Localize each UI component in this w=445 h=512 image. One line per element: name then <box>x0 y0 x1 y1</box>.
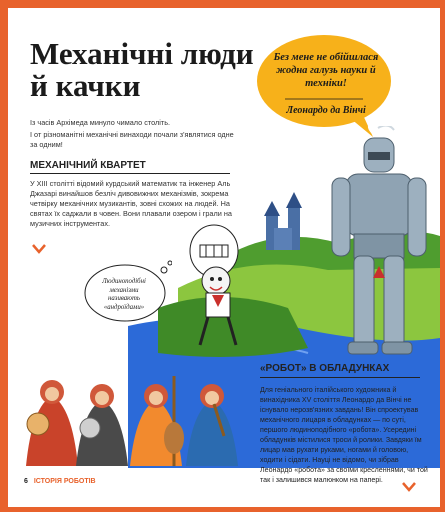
section-name: ІСТОРІЯ РОБОТІВ <box>33 478 96 485</box>
musicians-illustration <box>18 366 258 476</box>
page-title: Механічні люди й качки <box>30 36 254 103</box>
bubble-quote: Без мене не обійшлася жодна галузь науки й техніки! <box>273 52 379 89</box>
intro-text <box>30 118 236 152</box>
robot-heading: «РОБОТ» В ОБЛАДУНКАХ <box>260 363 390 374</box>
robot-text: Для геніального італійського художника й винахідника XV століття Леонардо да Вінчі не існувало нерозв'язних завдань! Він спроектував механічного лицаря в обладунках — по суті, першого людиноподібного «робота». Усередині обладунків містилися троси й ролики. Завдяки їм лицар мав рухати руками, ногами й головою, ходити і сідати. Науці не відомо, чи зібрав Леонардо «робота» за своїми кресленнями, чи той так і залишився малюнком на папері. <box>260 386 428 484</box>
chevron-down-icon <box>402 482 416 492</box>
castle-icon <box>264 192 302 250</box>
divider <box>30 173 230 174</box>
intro-line-1: Із часів Архімеда минуло чимало століть. <box>30 118 171 127</box>
cartoon-boy-icon <box>186 223 256 353</box>
quartet-text: У XIII столітті відомий курдський математик та інженер Аль Джазарі винайшов безліч дивовижних механізмів, зокрема четвірку механічних музикантів, зовні схожих на людей. На святах їх саджали в човен. Вони плавали озером і грали на музичних інструментах. <box>30 179 232 228</box>
quote-bubble <box>255 33 393 137</box>
quartet-heading: МЕХАНІЧНИЙ КВАРТЕТ <box>30 160 146 171</box>
thought-text: Людиноподібні механізми називають «андроїдами» <box>102 278 146 311</box>
page-number: 6 <box>24 478 28 485</box>
bubble-author: Леонардо да Вінчі <box>286 105 366 116</box>
book-page <box>8 8 440 507</box>
page-footer <box>24 478 96 485</box>
chevron-down-icon <box>32 244 46 254</box>
armored-knight-illustration <box>326 126 436 366</box>
divider <box>260 377 420 378</box>
intro-line-2: І от різноманітні механічні винаходи почали з'являтися одне за одним! <box>30 130 234 149</box>
